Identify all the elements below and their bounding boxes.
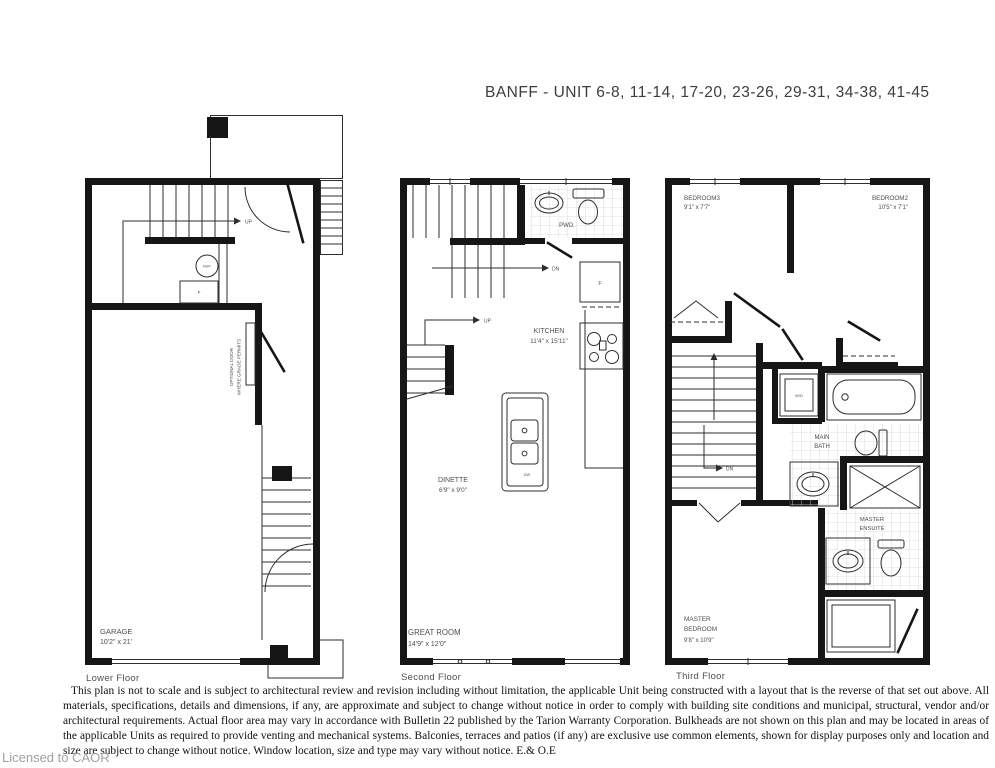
dinette-label: DINETTE — [438, 477, 468, 484]
bedroom2-door-leaf — [849, 322, 879, 340]
third-floor-stairs — [672, 343, 763, 505]
second-floor-plan — [400, 178, 630, 665]
master-bedroom-label-2: BEDROOM — [684, 626, 718, 633]
ensuite-label-2: ENSUITE — [859, 526, 885, 532]
main-bath — [790, 366, 923, 508]
disclaimer-text: This plan is not to scale and is subject to architectural review and revision including without limitation, the applicable Unit being constructed with a layout that is the reverse of that set out above. All materials, specifications, details and dimensions, if any, are approximate and subject to change without notice in order to comply with building site conditions and municipal, structural, vendor and/or architectural requirements. Actual floor area may vary in accordance with Bulletin 22 published by the Tarion Warranty Corporation. Bulkheads are not shown on this plan and may be located in areas of the applicable Units as required to provide venting and mechanical systems. Balconies, terraces and patios (if any) are exclusive use common elements, shown for display purposes only and location and size are subject to change without notice. Window location, size and type may vary without notice. E.& O.E — [63, 685, 989, 757]
great-room-dims: 14'9" x 12'0" — [408, 641, 447, 648]
laundry — [760, 362, 822, 424]
hall-door-leaf — [783, 330, 802, 359]
lower-stairs — [123, 185, 253, 303]
furnace-label: F — [197, 290, 201, 295]
bedroom3-dims: 9'1" x 7'7" — [684, 205, 711, 211]
upper-windows — [430, 178, 612, 185]
dn-label: DN — [552, 266, 560, 273]
dn-label: DN — [726, 466, 734, 473]
master-double-doors — [699, 503, 740, 522]
up-arrow-icon — [473, 317, 480, 324]
bathtub — [827, 374, 921, 420]
side-door-swing — [265, 544, 313, 592]
optional-door — [246, 323, 255, 385]
entry-steps — [262, 478, 311, 586]
dinette-dims: 6'9" x 9'0" — [439, 487, 467, 494]
plan-title: BANFF - UNIT 6-8, 11-14, 17-20, 23-26, 29-31, 34-38, 41-45 — [485, 84, 930, 101]
main-bath-label-2: BATH — [814, 444, 830, 450]
master-bedroom-label-1: MASTER — [684, 616, 711, 623]
bedroom2-label: BEDROOM2 — [871, 195, 908, 202]
up-label: UP — [484, 318, 491, 325]
kitchen — [502, 262, 623, 491]
optional-door-note-2: WHERE GRADE PERMITS — [236, 338, 242, 396]
main-bath-label-1: MAIN — [814, 435, 830, 441]
pwd-label: PWD. — [559, 223, 575, 229]
bedroom3-closet — [665, 301, 732, 343]
second-floor-label: Second Floor — [401, 672, 462, 683]
powder-room — [517, 185, 623, 257]
dishwasher-label: DW — [523, 472, 531, 477]
ensuite-label-1: MASTER — [859, 517, 885, 523]
garage-label: GARAGE — [100, 627, 133, 636]
optional-door-note-1: OPTIONAL DOOR — [229, 347, 234, 387]
front-porch-outline — [211, 116, 343, 179]
kitchen-dims: 11'4" x 15'11" — [530, 338, 568, 345]
kitchen-label: KITCHEN — [533, 328, 565, 335]
bedroom3-label: BEDROOM3 — [684, 195, 721, 202]
dn-arrow-icon — [542, 265, 549, 272]
front-door-leaf — [288, 186, 303, 242]
master-closet — [818, 590, 917, 665]
garage-door — [112, 660, 240, 664]
garage-dims: 10'2" x 21' — [100, 639, 133, 646]
third-floor-plan — [665, 178, 930, 665]
lower-floor-plan — [85, 116, 343, 679]
up-label: UP — [245, 219, 252, 226]
great-room-label: GREAT ROOM — [408, 628, 461, 637]
bedroom2-dims: 10'5" x 7'1" — [878, 205, 908, 211]
porch-post — [207, 117, 228, 138]
sidelite-window — [321, 181, 343, 255]
master-window — [708, 658, 788, 665]
master-bedroom-dims: 9'8" x 10'9" — [684, 638, 714, 644]
closet-door-leaf — [898, 610, 917, 652]
bedroom3-door-leaf — [735, 294, 779, 326]
pwd-door-leaf — [548, 243, 571, 257]
license-text: Licensed to CAOR — [2, 750, 110, 765]
bedroom2-closet — [836, 338, 898, 368]
wd-label: W/D — [795, 393, 803, 398]
up-arrow-icon — [234, 218, 241, 225]
lower-floor-label: Lower Floor — [86, 673, 140, 684]
third-floor-label: Third Floor — [676, 671, 726, 682]
hwt-label: HWT — [202, 264, 212, 269]
fridge-label: F — [598, 281, 602, 287]
